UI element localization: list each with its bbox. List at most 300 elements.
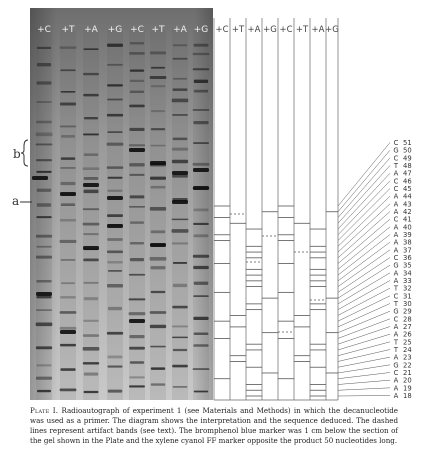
gel-band: [130, 42, 144, 44]
gel-band: [36, 256, 52, 259]
sequence-base: A: [393, 277, 399, 285]
gel-band: [172, 365, 188, 368]
gel-band: [107, 44, 123, 47]
sequence-position: 33: [403, 277, 412, 285]
sequence-base: A: [393, 384, 399, 393]
gel-band: [84, 117, 98, 119]
gel-band: [84, 177, 99, 180]
gel-band: [194, 332, 209, 334]
gel-band: [130, 69, 144, 71]
gel-band: [83, 347, 100, 351]
gel-band: [107, 190, 122, 192]
sequence-position: 48: [403, 162, 412, 170]
gel-band: [84, 297, 98, 300]
sequence-position: 49: [403, 154, 412, 163]
gel-band: [60, 219, 76, 221]
gel-band: [60, 344, 76, 347]
diagram-lane-label-1: +C: [215, 25, 229, 35]
gel-band: [60, 46, 77, 49]
sequence-base: C: [393, 254, 399, 262]
gel-lane-label-8: +G: [193, 25, 209, 35]
gel-band: [60, 259, 75, 261]
gel-band: [36, 101, 51, 103]
gel-band: [83, 362, 99, 364]
gel-band: [83, 246, 99, 250]
gel-band: [129, 174, 144, 176]
sequence-position: 23: [403, 353, 412, 362]
sequence-base: A: [393, 169, 399, 178]
gel-band: [129, 163, 144, 166]
gel-band: [150, 243, 166, 247]
gel-band: [129, 105, 144, 108]
gel-band: [151, 128, 165, 130]
gel-band: [107, 365, 122, 367]
connector-line: [338, 212, 390, 258]
gel-band: [36, 216, 51, 218]
interpretation-diagram: [214, 18, 412, 400]
gel-band: [60, 389, 77, 392]
gel-lane-5: [129, 30, 145, 400]
gel-band: [151, 230, 166, 233]
diagram-lane-label-6: +T: [295, 25, 309, 35]
gel-band: [172, 160, 188, 163]
sequence-position: 26: [403, 330, 412, 339]
gel-band: [107, 224, 123, 228]
gel-band: [173, 262, 187, 264]
gel-band: [83, 73, 99, 75]
connector-line: [338, 281, 390, 310]
sequence-base: C: [393, 292, 399, 301]
figure-caption: [30, 406, 398, 446]
gel-band: [107, 214, 123, 217]
connector-line: [338, 388, 390, 390]
gel-band: [172, 99, 189, 103]
sequence-position: 37: [403, 246, 412, 255]
connector-line: [338, 288, 390, 315]
gel-band: [84, 153, 99, 156]
connector-line: [338, 304, 390, 327]
gel-band: [172, 337, 188, 339]
sequence-base: A: [393, 192, 399, 201]
sequence-position: 21: [403, 369, 412, 377]
gel-lane-1: [36, 30, 52, 400]
gel-band: [107, 114, 123, 117]
sequence-position: 35: [403, 261, 412, 270]
connector-line: [338, 196, 390, 246]
gel-band: [151, 67, 165, 69]
gel-band: [37, 390, 51, 392]
gel-band: [151, 367, 165, 370]
sequence-position: 27: [403, 323, 412, 331]
gel-band: [107, 238, 123, 241]
connector-line: [338, 350, 390, 362]
gel-band: [83, 48, 98, 50]
sequence-base: C: [393, 139, 399, 147]
sequence-base: A: [393, 246, 399, 255]
gel-band: [172, 148, 188, 151]
gel-band: [107, 99, 123, 101]
sequence-position: 31: [403, 292, 412, 301]
gel-band: [83, 259, 98, 262]
sequence-base: A: [393, 353, 399, 362]
gel-band: [150, 207, 166, 211]
gel-band: [83, 183, 99, 187]
gel-band: [83, 94, 99, 96]
gel-band: [60, 311, 77, 314]
sequence-base: G: [393, 307, 399, 316]
gel-band: [193, 121, 208, 124]
connector-line: [338, 265, 390, 298]
connector-line: [338, 173, 390, 229]
connector-line: [338, 219, 390, 263]
gel-band: [172, 242, 188, 244]
gel-band: [107, 177, 122, 179]
gel-band: [37, 364, 52, 366]
gel-band: [129, 335, 144, 338]
gel-band: [83, 223, 100, 226]
gel-lane-label-2: +T: [61, 25, 75, 35]
gel-band: [36, 143, 53, 145]
gel-band: [173, 44, 187, 46]
gel-lane-label-5: +C: [130, 25, 144, 35]
gel-band: [61, 135, 75, 138]
gel-band: [32, 176, 48, 180]
sequence-position: 44: [403, 192, 412, 201]
sequence-position: 40: [403, 223, 412, 232]
connector-line: [338, 204, 390, 252]
gel-photo: [12, 8, 213, 400]
sequence-base: G: [393, 146, 399, 155]
connector-line: [338, 296, 390, 321]
gel-band: [130, 242, 144, 245]
gel-band: [150, 325, 166, 328]
sequence-position: 32: [403, 284, 412, 293]
gel-band: [36, 346, 52, 349]
gel-band: [61, 282, 75, 284]
gel-band: [108, 355, 123, 358]
gel-band: [129, 312, 146, 315]
gel-band: [83, 208, 99, 210]
sequence-position: 22: [403, 361, 412, 370]
gel-band: [60, 192, 76, 196]
bracket-label-b: b: [13, 147, 21, 161]
gel-band: [150, 76, 167, 79]
gel-band: [151, 110, 165, 112]
gel-lane-label-3: +A: [84, 25, 98, 35]
gel-band: [36, 121, 52, 124]
gel-band: [83, 167, 100, 170]
gel-band: [83, 233, 98, 235]
gel-lane-7: [172, 30, 188, 400]
gel-band: [194, 282, 209, 285]
gel-band: [60, 125, 76, 127]
gel-band: [108, 390, 122, 393]
gel-band: [37, 189, 51, 192]
gel-band: [150, 51, 166, 54]
sequence-base: T: [393, 284, 399, 293]
gel-band: [108, 307, 122, 310]
gel-band: [194, 90, 208, 93]
gel-band: [150, 257, 167, 261]
gel-band: [36, 292, 52, 296]
gel-band: [108, 270, 122, 272]
caption-lead: Plate I.: [30, 406, 59, 415]
gel-band: [129, 144, 145, 146]
sequence-position: 41: [403, 215, 412, 224]
gel-band: [129, 376, 145, 378]
gel-band: [60, 240, 77, 243]
gel-band: [60, 103, 76, 106]
gel-band: [37, 47, 51, 49]
gel-band: [194, 44, 209, 47]
sequence-position: 45: [403, 185, 412, 193]
gel-lane-label-4: +G: [107, 25, 123, 35]
gel-band: [36, 159, 52, 161]
sequence-position: 36: [403, 254, 412, 262]
gel-band: [107, 131, 122, 133]
gel-band: [36, 296, 51, 298]
gel-band: [193, 266, 209, 269]
gel-band: [172, 114, 188, 116]
gel-band: [151, 186, 166, 189]
gel-band: [193, 168, 209, 172]
gel-band: [172, 326, 188, 328]
sequence-position: 25: [403, 338, 412, 347]
sequence-position: 18: [403, 392, 412, 400]
gel-band: [129, 52, 144, 55]
gel-band: [150, 161, 166, 165]
gel-band: [194, 80, 208, 83]
diagram-lane-lines: [214, 18, 338, 400]
bracket-b: [21, 140, 28, 166]
sequence-position: 30: [403, 300, 412, 308]
gel-band: [83, 334, 99, 337]
gel-band: [107, 332, 123, 335]
sequence-base: A: [393, 200, 399, 209]
gel-band: [193, 142, 209, 144]
connector-line: [338, 342, 390, 356]
gel-band: [129, 274, 145, 276]
sequence-position: 47: [403, 169, 412, 178]
sequence-position: 20: [403, 376, 412, 385]
gel-band: [60, 327, 77, 330]
connector-line: [338, 357, 390, 367]
diagram-lane-labels: [215, 25, 338, 35]
gel-band: [193, 208, 208, 211]
gel-band: [107, 166, 124, 168]
gel-band: [107, 284, 123, 288]
sequence-base: A: [393, 269, 399, 278]
gel-band: [193, 186, 209, 190]
gel-band: [193, 295, 209, 297]
sequence-position: 38: [403, 238, 412, 247]
sequence-base: A: [393, 208, 399, 216]
sequence-position: 50: [403, 146, 412, 155]
gel-band: [129, 298, 146, 300]
sequence-base: A: [393, 330, 399, 339]
sequence-base: T: [393, 338, 399, 347]
diagram-bands: [214, 206, 338, 396]
gel-band: [151, 85, 166, 87]
sequence-base: C: [393, 369, 399, 377]
gel-band: [107, 196, 123, 200]
gel-band: [83, 282, 98, 284]
gel-band: [129, 385, 145, 387]
gel-band: [130, 80, 144, 82]
gel-band: [172, 306, 187, 309]
gel-band: [107, 84, 123, 86]
sequence-base: A: [393, 376, 399, 385]
gel-band: [150, 346, 166, 348]
connector-line: [338, 158, 390, 218]
gel-band: [173, 284, 187, 287]
gel-band: [193, 255, 209, 258]
sequence-base: T: [393, 346, 399, 354]
sequence-position: 19: [403, 384, 412, 393]
sequence-base: G: [393, 261, 399, 270]
gel-band: [173, 138, 188, 141]
sequence-base: C: [393, 215, 399, 224]
gel-band: [150, 311, 166, 314]
connector-line: [338, 380, 390, 384]
sequence-labels: [393, 139, 412, 400]
gel-band: [172, 58, 187, 60]
gel-band: [130, 195, 145, 198]
gel-lane-3: [83, 30, 99, 400]
gel-band: [130, 91, 144, 93]
gel-band: [150, 145, 165, 147]
gel-band: [193, 53, 210, 55]
sequence-position: 28: [403, 315, 412, 324]
sequence-position: 24: [403, 346, 412, 354]
gel-band: [36, 323, 53, 327]
connector-line: [338, 373, 390, 379]
connector-line: [338, 181, 390, 235]
gel-band: [60, 69, 75, 71]
diagram-lane-label-5: +C: [279, 25, 293, 35]
gel-band: [193, 109, 210, 111]
gel-band: [36, 171, 51, 173]
gel-band: [173, 349, 187, 351]
gel-band: [193, 368, 210, 370]
gel-lane-label-7: +A: [173, 25, 187, 35]
sequence-base: T: [393, 300, 399, 308]
connector-line: [338, 396, 390, 397]
gel-band: [130, 221, 144, 223]
diagram-lane-label-3: +A: [247, 25, 261, 35]
sequence-base: C: [393, 154, 399, 163]
connector-line: [338, 235, 390, 276]
gel-band: [36, 280, 51, 283]
gel-band: [130, 361, 144, 363]
gel-band: [151, 266, 166, 269]
gel-band: [36, 246, 51, 248]
gel-band: [129, 148, 145, 152]
gel-band: [37, 63, 51, 66]
connector-line: [338, 365, 390, 373]
sequence-base: A: [393, 392, 399, 400]
sequence-base: A: [393, 223, 399, 232]
sequence-base: C: [393, 177, 399, 186]
sequence-position: 42: [403, 208, 412, 216]
gel-band: [61, 182, 76, 185]
connector-line: [338, 273, 390, 304]
gel-band: [60, 330, 76, 334]
sequence-position: 39: [403, 231, 412, 239]
gel-band: [84, 190, 99, 193]
gel-lane-label-6: +T: [151, 25, 165, 35]
gel-band: [107, 64, 123, 66]
sequence-position: 46: [403, 177, 412, 186]
gel-band: [83, 134, 99, 136]
gel-band: [61, 157, 75, 160]
connector-line: [338, 250, 390, 287]
connector-line: [338, 150, 390, 212]
sequence-base: C: [393, 315, 399, 324]
caption-text: Radioautograph of experiment 1 (see Materials and Methods) in which the decanucleotide was used as a primer. The diagram shows the interpretation and the sequence deduced. The dashed lines represent artifact bands (see text). The bromphenol blue marker was 1 cm below the section of the gel shown in the Plate and the xylene cyanol FF marker opposite the product 50 nucleotides long.: [30, 406, 398, 445]
sequence-base: T: [393, 162, 399, 170]
gel-band: [151, 291, 166, 293]
sequence-base: A: [393, 231, 399, 239]
gel-band: [193, 68, 210, 70]
diagram-lane-label-8: +G: [325, 25, 339, 35]
gel-band: [83, 320, 99, 322]
gel-band: [172, 219, 189, 221]
gel-band: [36, 235, 52, 238]
sequence-base: A: [393, 238, 399, 247]
gel-band: [173, 88, 188, 91]
sequence-base: C: [393, 185, 399, 193]
diagram-lane-label-4: +G: [263, 25, 277, 35]
gel-band: [36, 377, 52, 380]
gel-band: [194, 234, 209, 237]
gel-band: [130, 258, 144, 261]
gel-band: [60, 296, 76, 298]
gel-band: [129, 319, 145, 323]
gel-band: [129, 206, 145, 208]
gel-band: [172, 171, 188, 175]
gel-band: [36, 309, 52, 311]
sequence-base: G: [393, 361, 399, 370]
gel-band: [36, 133, 53, 137]
gel-band: [84, 391, 99, 393]
gel-band: [193, 344, 208, 347]
sequence-connector-lines: [338, 143, 390, 397]
gel-band: [61, 203, 75, 206]
gel-band: [193, 223, 209, 225]
diagram-lane-label-2: +T: [231, 25, 245, 35]
bracket-label-a: a: [12, 194, 20, 208]
gel-band: [60, 368, 75, 371]
gel-band: [194, 391, 209, 393]
sequence-base: A: [393, 323, 399, 331]
sequence-position: 51: [403, 139, 412, 147]
sequence-position: 43: [403, 200, 412, 209]
gel-band: [173, 386, 188, 388]
gel-band: [107, 143, 124, 146]
sequence-position: 29: [403, 307, 412, 316]
gel-band: [107, 251, 123, 254]
gel-band: [61, 91, 76, 93]
gel-band: [129, 347, 145, 350]
gel-band: [107, 261, 122, 264]
gel-band: [193, 317, 208, 320]
sequence-position: 34: [403, 269, 412, 278]
gel-band: [193, 163, 210, 166]
gel-lane-label-1: +C: [37, 25, 51, 35]
gel-band: [37, 81, 52, 84]
gel-band: [172, 229, 189, 233]
